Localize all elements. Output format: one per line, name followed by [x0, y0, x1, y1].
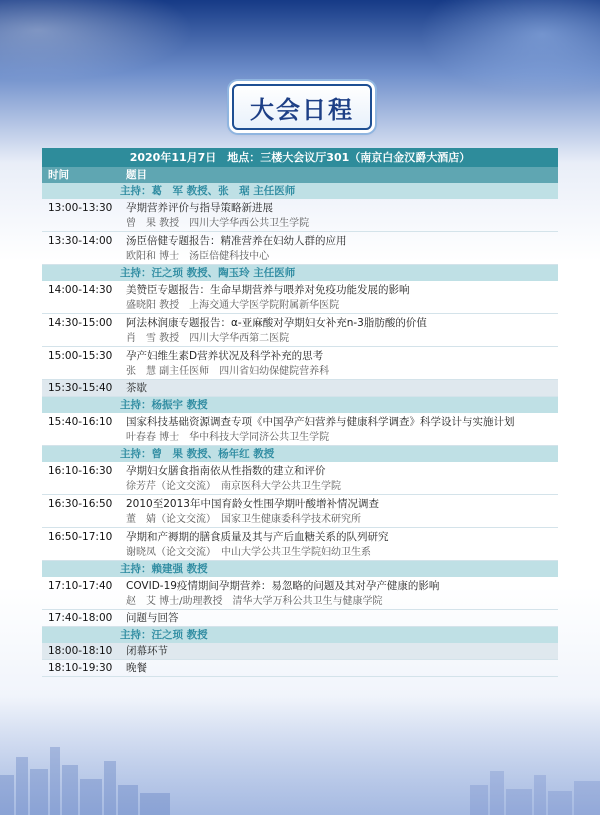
session-topic-cell — [120, 314, 558, 346]
session-host-row — [42, 397, 558, 413]
talk-title: 茶歇 — [126, 381, 147, 394]
page-title: 大会日程 — [250, 95, 354, 124]
session-time: 16:50-17:10 — [48, 531, 113, 543]
talk-speaker: 谢晓凤（论文交流） 中山大学公共卫生学院妇幼卫生系 — [126, 547, 371, 558]
table-row — [42, 462, 558, 495]
table-row — [42, 610, 558, 627]
session-topic-cell — [120, 611, 558, 626]
talk-speaker: 赵 艾 博士/助理教授 清华大学万科公共卫生与健康学院 — [126, 596, 383, 607]
talk-speaker: 叶春春 博士 华中科技大学同济公共卫生学院 — [126, 432, 330, 443]
background-decoration — [410, 0, 600, 100]
table-row — [42, 660, 558, 677]
session-time: 15:00-15:30 — [48, 350, 113, 362]
session-topic-cell — [120, 381, 558, 396]
session-topic-cell — [120, 577, 558, 609]
session-topic-cell — [120, 661, 558, 676]
background-decoration — [0, 0, 220, 90]
session-host: 主持：葛 军 教授、张 琚 主任医师 — [120, 184, 296, 197]
session-blocks — [42, 183, 558, 677]
talk-title: 汤臣倍健专题报告：精准营养在妇幼人群的应用 — [126, 235, 347, 247]
table-row — [42, 380, 558, 397]
table-header — [42, 167, 558, 183]
talk-title: 闭幕环节 — [126, 644, 168, 657]
talk-speaker: 欧阳和 博士 汤臣倍健科技中心 — [126, 251, 270, 262]
session-topic-cell — [120, 413, 558, 445]
session-host: 主持：汪之顼 教授、陶玉玲 主任医师 — [120, 266, 296, 279]
table-row — [42, 314, 558, 347]
table-row — [42, 199, 558, 232]
talk-title: 孕期营养评价与指导策略新进展 — [126, 202, 273, 214]
session-time: 13:30-14:00 — [48, 235, 113, 247]
talk-speaker: 肖 雪 教授 四川大学华西第二医院 — [126, 333, 290, 344]
session-host: 主持：赖建强 教授 — [120, 562, 208, 575]
city-skyline-decoration — [0, 735, 600, 815]
session-time: 15:30-15:40 — [48, 381, 113, 394]
time-column-header: 时间 — [48, 168, 69, 181]
talk-title: 问题与回答 — [126, 611, 179, 624]
session-topic-cell — [120, 232, 558, 264]
talk-speaker: 徐芳芹（论文交流） 南京医科大学公共卫生学院 — [126, 481, 341, 492]
talk-title: 孕产妇维生素D营养状况及科学补充的思考 — [126, 350, 324, 362]
session-time: 16:30-16:50 — [48, 498, 113, 510]
session-time: 17:10-17:40 — [48, 580, 113, 592]
schedule-table — [42, 148, 558, 677]
table-row — [42, 232, 558, 265]
session-topic-cell — [120, 281, 558, 313]
session-host: 主持：汪之顼 教授 — [120, 628, 208, 641]
session-topic-cell — [120, 199, 558, 231]
session-host-row — [42, 561, 558, 577]
talk-title: 2010至2013年中国育龄女性围孕期叶酸增补情况调查 — [126, 498, 379, 510]
talk-title: 美赞臣专题报告：生命早期营养与喂养对免疫功能发展的影响 — [126, 284, 410, 296]
talk-title: 孕期妇女膳食指南依从性指数的建立和评价 — [126, 465, 326, 477]
talk-title: COVID-19疫情期间孕期营养：易忽略的问题及其对孕产健康的影响 — [126, 580, 440, 592]
session-topic-cell — [120, 495, 558, 527]
talk-speaker: 张 慧 副主任医师 四川省妇幼保健院营养科 — [126, 366, 330, 377]
table-row — [42, 528, 558, 561]
table-row — [42, 347, 558, 380]
session-host-row — [42, 183, 558, 199]
session-topic-cell — [120, 347, 558, 379]
session-topic-cell — [120, 644, 558, 659]
session-host: 主持：曾 果 教授、杨年红 教授 — [120, 447, 275, 460]
talk-title: 国家科技基础资源调查专项《中国孕产妇营养与健康科学调查》科学设计与实施计划 — [126, 416, 515, 428]
session-time: 18:10-19:30 — [48, 661, 113, 674]
topic-column-header: 题目 — [126, 168, 147, 181]
talk-title: 晚餐 — [126, 661, 147, 674]
session-host-row — [42, 265, 558, 281]
session-time: 17:40-18:00 — [48, 611, 113, 624]
session-time: 18:00-18:10 — [48, 644, 113, 657]
session-time: 16:10-16:30 — [48, 465, 113, 477]
date-location-banner: 2020年11月7日 地点：三楼大会议厅301（南京白金汉爵大酒店） — [42, 148, 558, 167]
session-host: 主持：杨振宇 教授 — [120, 398, 208, 411]
table-row — [42, 281, 558, 314]
page-title-box — [232, 84, 372, 130]
table-row — [42, 643, 558, 660]
session-time: 14:00-14:30 — [48, 284, 113, 296]
talk-speaker: 董 婧（论文交流） 国家卫生健康委科学技术研究所 — [126, 514, 361, 525]
talk-title: 孕期和产褥期的膳食质量及其与产后血糖关系的队列研究 — [126, 531, 389, 543]
table-row — [42, 413, 558, 446]
session-time: 14:30-15:00 — [48, 317, 113, 329]
table-row — [42, 495, 558, 528]
session-time: 15:40-16:10 — [48, 416, 113, 428]
session-topic-cell — [120, 528, 558, 560]
session-host-row — [42, 446, 558, 462]
talk-speaker: 曾 果 教授 四川大学华西公共卫生学院 — [126, 218, 310, 229]
talk-title: 阿法林润康专题报告：α-亚麻酸对孕期妇女补充n-3脂肪酸的价值 — [126, 317, 427, 329]
session-host-row — [42, 627, 558, 643]
session-time: 13:00-13:30 — [48, 202, 113, 214]
session-topic-cell — [120, 462, 558, 494]
talk-speaker: 盛晓阳 教授 上海交通大学医学院附属新华医院 — [126, 300, 340, 311]
table-row — [42, 577, 558, 610]
